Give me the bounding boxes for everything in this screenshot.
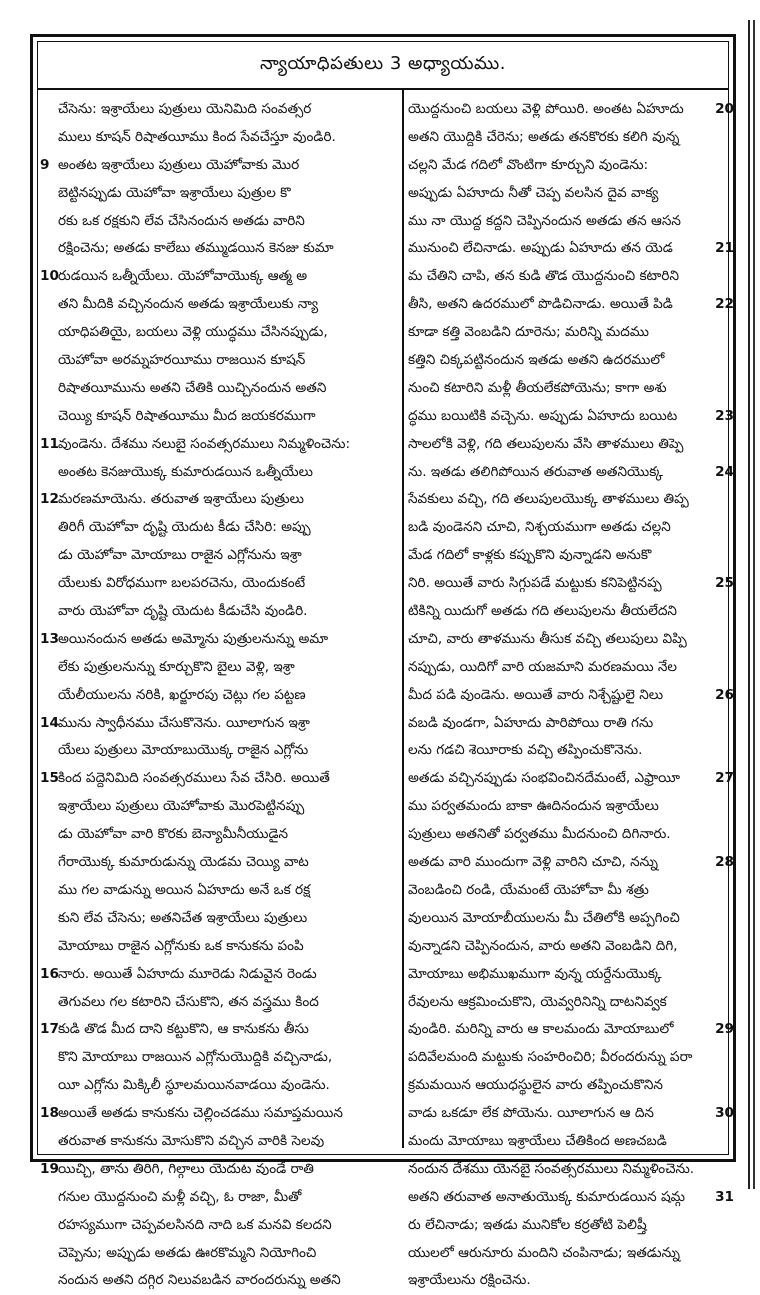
text-line <box>408 291 734 319</box>
text-line <box>408 710 734 738</box>
text-line <box>408 1016 734 1044</box>
line-text: చేసెను: ఇశ్రాయేలు పుత్రులు యెనిమిది సంవత్సర <box>58 101 312 117</box>
line-text: అంతట కెనజుయొక్క కుమారుడయిన ఒత్నీయేలు <box>58 463 313 480</box>
page-frame <box>30 34 736 1289</box>
line-text: రకు ఒక రక్షకుని లేవ చేసినందున అతడు వారిని <box>58 212 305 229</box>
text-line <box>44 375 394 403</box>
line-text: నుంచి కటారిని మళ్లీ తీయలేకపోయెను; కాగా అశు <box>408 379 667 396</box>
text-line <box>408 682 734 710</box>
line-text: రిషాతయీమును అతని చేతికి యిచ్చినందున అతని <box>58 379 327 396</box>
text-line <box>408 821 734 849</box>
text-line <box>44 459 394 487</box>
line-text: ఇశ్రాయేలు పుత్రులు యెహోవాకు మొరపెట్టినప్పు <box>58 798 305 815</box>
right-column <box>408 96 734 1295</box>
line-text: అతని తరువాత అనాతుయొక్క కుమారుడయిన షమ్గ <box>408 1188 686 1205</box>
text-line <box>44 877 394 905</box>
line-text: అప్పుడు ఏహూదు నీతో చెప్ప వలసిన దైవ వాక్య <box>408 184 659 201</box>
verse-number: 24 <box>715 463 734 480</box>
text-line <box>408 1128 734 1156</box>
verse-number: 17 <box>40 1021 59 1038</box>
line-text: తెగువలు గల కటారిని చేసుకొని, తన వస్త్రము కింద <box>58 993 319 1010</box>
line-text: వున్నాడని చెప్పినందున, వారు అతని వెంబడిని దిగి, <box>408 937 678 954</box>
text-line <box>44 989 394 1017</box>
line-text: ము పర్వతమందు బాకా ఊదినందున ఇశ్రాయేలు <box>408 798 659 815</box>
text-line <box>44 682 394 710</box>
line-text: వులయిన మోయాబీయులను మీ చేతిలోకి అప్పగించి <box>408 909 680 926</box>
text-line <box>44 208 394 236</box>
line-text: యిచ్చి, తాను తిరిగి, గిల్గాలు యెదుట వుండే రాతి <box>58 1160 314 1177</box>
text-line <box>408 96 734 124</box>
line-text: నారు. అయితే ఏహూదు మూరెడు నిడువైన రెండు <box>58 965 317 982</box>
text-line <box>408 1240 734 1268</box>
line-text: తరువాత కానుకను మోసుకొని వచ్చిన వారికి సెలవు <box>58 1132 325 1149</box>
text-line <box>44 793 394 821</box>
text-line <box>40 486 394 514</box>
line-text: యేలుకు విరోధముగా బలపరచెను, యెందుకంటే <box>58 575 306 592</box>
text-line <box>44 1212 394 1240</box>
line-text: వబడి వుండగా, ఏహూదు పారిపోయి రాతి గను <box>408 714 654 731</box>
line-text: కూడా కత్తి వెంబడిని దూరెను; మరిన్ని మదము <box>408 324 649 341</box>
line-text: సాలలోకి వెళ్లి, గది తలుపులను వేసి తాళములు తిప్పె <box>408 435 684 452</box>
text-line <box>408 124 734 152</box>
verse-number: 16 <box>40 965 59 982</box>
line-text: చెయ్యి కూషన్ రిషాతయీము మీద జయకరముగా <box>58 407 316 424</box>
text-line <box>44 654 394 682</box>
text-line <box>408 1156 734 1184</box>
line-text: అతడు వారి ముందుగా వెళ్లి వారిని చూచి, నన్ను <box>408 854 658 871</box>
text-line <box>408 933 734 961</box>
verse-number: 28 <box>715 854 734 871</box>
line-text: చల్లని మేడ గదిలో వొంటిగా కూర్చుని వుండెను: <box>408 156 649 173</box>
line-text: మ చేతిని చాపి, తన కుడి తొడ యొద్దనుంచి కటారిని <box>408 268 680 285</box>
line-text: కొని మోయాబు రాజయిన ఎగ్లోనుయొద్దికి వచ్చినాడు, <box>58 1049 333 1066</box>
line-text: మోయాబు రాజైన ఎగ్లోనుకు ఒక కానుకను పంపి <box>58 937 304 954</box>
text-line <box>44 1184 394 1212</box>
line-text: మీద పడి వుండెను. అయితే వారు నిశ్చేష్టులై నిలు <box>408 686 664 703</box>
line-text: వుండెను. దేశము నలుబై సంవత్సరములు నిమ్మళించెను: <box>58 435 351 452</box>
line-text: రు లేచినాడు; ఇతడు మునికోల కర్రతోటి పెలిష్తీ <box>408 1216 647 1233</box>
text-line <box>44 291 394 319</box>
text-line <box>44 96 394 124</box>
line-text: అతడు వచ్చినప్పుడు సంభవించినదేమంటే, ఎఫ్రాయీ <box>408 770 680 787</box>
line-text: వారు యెహోవా దృష్టి యెదుట కీడుచేసి వుండిరి. <box>58 603 308 620</box>
text-line <box>44 319 394 347</box>
line-text: నిరి. అయితే వారు సిగ్గుపడే మట్టుకు కనిపెట్టినప్ప <box>408 575 662 592</box>
text-line <box>408 905 734 933</box>
line-text: పదివేలమంది మట్టుకు సంహరించిరి; వీరందరున్ను పరా <box>408 1049 693 1066</box>
text-line <box>44 598 394 626</box>
text-line <box>408 263 734 291</box>
text-line <box>408 431 734 459</box>
verse-number: 26 <box>715 686 734 703</box>
text-line <box>44 1267 394 1295</box>
line-text: గనుల యొద్దనుంచి మళ్లీ వచ్చి, ఓ రాజా, మీతో <box>58 1188 302 1205</box>
left-column <box>40 96 394 1295</box>
text-line <box>408 961 734 989</box>
verse-number: 11 <box>40 435 59 452</box>
line-text: రక్షించెను; అతడు కాలేబు తమ్ముడయిన కెనజు కుమా <box>58 240 334 257</box>
line-text: యొద్దనుంచి బయలు వెళ్లి పోయిరి. అంతట ఏహూదు <box>408 101 684 117</box>
line-text: యులలో ఆరునూరు మందిని చంపినాడు; ఇతడున్ను <box>408 1244 680 1261</box>
verse-number: 22 <box>715 296 734 313</box>
verse-number: 23 <box>715 407 734 424</box>
text-line <box>44 570 394 598</box>
line-text: మునుంచి లేచినాడు. అప్పుడు ఏహూదు తన యెడ <box>408 240 673 257</box>
verse-number: 15 <box>40 770 59 787</box>
verse-number: 21 <box>715 240 734 257</box>
line-text: అతని యొద్దికి చేరెను; అతడు తనకొరకు కలిగి వున్న <box>408 128 680 145</box>
line-text: పుత్రులు అతనితో పర్వతము మీదనుంచి దిగినారు. <box>408 826 671 843</box>
binding-edge <box>744 20 760 1189</box>
text-line <box>40 710 394 738</box>
text-line <box>44 905 394 933</box>
text-line <box>44 235 394 263</box>
text-line <box>408 570 734 598</box>
text-line <box>408 1184 734 1212</box>
line-text: యెహోవా అరమ్నహరయీము రాజయిన కూషన్ <box>58 352 306 369</box>
line-text: గేరాయొక్క కుమారుడున్ను యెడమ చెయ్యి వాట <box>58 854 309 871</box>
line-text: బెట్టినప్పుడు యెహోవా ఇశ్రాయేలు పుత్రుల కొ <box>58 184 291 201</box>
line-text: కింద పద్దెనిమిది సంవత్సరములు సేవ చేసిరి. అయితే <box>58 770 330 787</box>
text-line <box>408 793 734 821</box>
text-line <box>44 821 394 849</box>
line-text: అయినందున అతడు అమ్మోను పుత్రులనున్ను అమా <box>58 630 329 647</box>
line-text: మందు మోయాబు ఇశ్రాయేలు చేతికింద అణచబడి <box>408 1132 667 1149</box>
verse-number: 30 <box>715 1105 734 1122</box>
text-line <box>408 375 734 403</box>
text-line <box>408 989 734 1017</box>
line-text: యేలు పుత్రులు మోయాబుయొక్క రాజైన ఎగ్లోను <box>58 742 309 759</box>
text-line <box>408 1072 734 1100</box>
text-line <box>44 514 394 542</box>
verse-number: 18 <box>40 1105 59 1122</box>
text-line <box>408 208 734 236</box>
line-text: ఇశ్రాయేలును రక్షించెను. <box>408 1272 531 1289</box>
verse-number: 20 <box>715 101 734 117</box>
text-line <box>408 849 734 877</box>
text-line <box>408 542 734 570</box>
line-text: టికిన్ని యిదుగో అతడు గది తలుపులను తీయలేదని <box>408 603 677 620</box>
line-text: డు యెహోవా మోయాబు రాజైన ఎగ్లోనును ఇశ్రా <box>58 547 302 564</box>
text-line <box>44 737 394 765</box>
text-line <box>44 124 394 152</box>
line-text: కుడి తొడ మీద దాని కట్టుకొని, ఆ కానుకను తీసు <box>58 1021 309 1038</box>
line-text: ను. ఇతడు తలిగిపోయిన తరువాత అతనియొక్క <box>408 463 663 480</box>
line-text: కుని లేవ చేసెను; అతనిచేత ఇశ్రాయేలు పుత్రులు <box>58 909 308 926</box>
line-text: తని మీదికి వచ్చినందున అతడు ఇశ్రాయేలుకు న్యా <box>58 296 319 313</box>
text-line <box>40 626 394 654</box>
text-line <box>44 1072 394 1100</box>
text-line <box>408 877 734 905</box>
text-line <box>44 1240 394 1268</box>
text-line <box>40 1100 394 1128</box>
line-text: లేకు పుత్రులనున్ను కూర్చుకొని బైలు వెళ్లి, ఇశ్రా <box>58 658 295 675</box>
text-line <box>40 152 394 180</box>
line-text: యేలీయులను నరికి, ఖర్జూరపు చెట్లు గల పట్టణ <box>58 686 306 703</box>
line-text: వాడు ఒకడూ లేక పోయెను. యీలాగున ఆ దిన <box>408 1105 654 1122</box>
line-text: మోయాబు అభిముఖముగా వున్న యర్దేనుయొక్క <box>408 965 662 982</box>
line-text: ద్ధము బయిటికి వచ్చెను. అప్పుడు ఏహూదు బయిట <box>408 407 678 424</box>
text-line <box>408 1212 734 1240</box>
text-line <box>408 235 734 263</box>
text-line <box>40 1016 394 1044</box>
line-text: కత్తిని చిక్కపట్టినందున ఇతడు అతని ఉదరములో <box>408 352 665 369</box>
text-line <box>40 765 394 793</box>
verse-number: 25 <box>715 575 734 592</box>
line-text: రహస్యముగా చెప్పవలసినది నాది ఒక మనవి కలదని <box>58 1216 332 1233</box>
text-line <box>408 486 734 514</box>
line-text: యాధిపతియై, బయలు వెళ్లి యుద్ధము చేసినప్పుడు, <box>58 324 328 341</box>
running-header <box>38 42 728 90</box>
verse-number: 31 <box>715 1188 734 1205</box>
text-line <box>408 626 734 654</box>
text-line <box>44 542 394 570</box>
line-text: తీసి, అతని ఉదరములో పొడిచినాడు. అయితే పిడి <box>408 296 673 313</box>
text-line <box>40 431 394 459</box>
text-line <box>408 180 734 208</box>
verse-number: 13 <box>40 630 59 647</box>
text-line <box>408 654 734 682</box>
line-text: క్రమమయిన ఆయుధస్థులైన వారు తప్పించుకొనిన <box>408 1077 663 1094</box>
text-line <box>408 765 734 793</box>
line-text: వెంబడించి రండి, యేమంటే యెహోవా మీ శత్రు <box>408 881 649 898</box>
column-divider <box>402 90 404 1148</box>
text-line <box>408 1267 734 1295</box>
line-text: రుడయిన ఒత్నీయేలు. యెహోవాయొక్క ఆత్మ అ <box>58 268 308 285</box>
text-line <box>408 598 734 626</box>
verse-number: 12 <box>40 491 59 508</box>
text-line <box>408 319 734 347</box>
text-line <box>44 403 394 431</box>
line-text: మును స్వాధీనము చేసుకొనెను. యీలాగున ఇశ్రా <box>58 714 310 731</box>
line-text: అంతట ఇశ్రాయేలు పుత్రులు యెహోవాకు మొర <box>58 156 300 173</box>
text-line <box>408 1100 734 1128</box>
verse-number: 29 <box>715 1021 734 1038</box>
text-line <box>44 180 394 208</box>
line-text: అయితే అతడు కానుకను చెల్లించడము సమాప్తమయిన <box>58 1105 343 1122</box>
line-text: తిరిగీ యెహోవా దృష్టి యెదుట కీడు చేసిరి: అప్పు <box>58 519 311 536</box>
line-text: రేవులను ఆక్రమించుకొని, యెవ్వరినిన్ని దాటనివ్వక <box>408 993 667 1010</box>
line-text: చెప్పెను; అప్పుడు అతడు ఊరకొమ్మని నియోగించి <box>58 1244 317 1261</box>
line-text: బడి వుండెనని చూచి, నిశ్చయముగా అతడు చల్లని <box>408 519 671 536</box>
line-text: డు యెహోవా వారి కొరకు బెన్యామీనీయుడైన <box>58 826 289 843</box>
text-line <box>44 1128 394 1156</box>
text-line <box>408 514 734 542</box>
text-line <box>408 459 734 487</box>
page-title: న్యాయాధిపతులు 3 అధ్యాయము. <box>260 52 506 74</box>
line-text: మరణమాయెను. తరువాత ఇశ్రాయేలు పుత్రులు <box>58 491 304 508</box>
text-line <box>40 961 394 989</box>
line-text: నప్పుడు, యిదిగో వారి యజమాని మరణమయి నేల <box>408 658 678 675</box>
verse-number: 9 <box>40 156 50 173</box>
line-text: మేడ గదిలో కాళ్లకు కప్పుకొని వున్నాడని అనుకొ <box>408 547 652 564</box>
text-frame <box>37 41 734 1289</box>
line-text: యీ ఎగ్లోను మిక్కిలీ స్థూలమయినవాడయి వుండెను. <box>58 1077 330 1094</box>
line-text: వుండిరి. మరిన్ని వారు ఆ కాలమందు మోయాబులో <box>408 1021 674 1038</box>
text-line <box>44 933 394 961</box>
line-text: లను గడచి శెయీరాకు వచ్చి తప్పించుకొనెను. <box>408 742 643 759</box>
verse-number: 14 <box>40 714 59 731</box>
text-line <box>408 347 734 375</box>
line-text: ము గల వాడున్ను అయిన ఏహూదు అనే ఒక రక్ష <box>58 881 311 898</box>
verse-number: 10 <box>40 268 59 285</box>
line-text: నందున దేశము యెనబై సంవత్సరములు నిమ్మళించెను. <box>408 1160 695 1177</box>
line-text: ములు కూషన్ రిషాతయీము కింద సేవచేస్తూ వుండిరి. <box>58 128 336 145</box>
line-text: సేవకులు వచ్చి, గది తలుపులయొక్క తాళములు తిప్ప <box>408 491 689 508</box>
verse-number: 27 <box>715 770 734 787</box>
text-line <box>44 1044 394 1072</box>
text-line <box>44 347 394 375</box>
text-line <box>40 1156 394 1184</box>
text-line <box>408 152 734 180</box>
text-line <box>44 849 394 877</box>
text-line <box>40 263 394 291</box>
text-line <box>408 1044 734 1072</box>
text-line <box>408 737 734 765</box>
line-text: నందున అతని దగ్గిర నిలువబడిన వారందరున్ను అతని <box>58 1272 341 1289</box>
verse-number: 19 <box>40 1160 59 1177</box>
text-line <box>408 403 734 431</box>
line-text: చూచి, వారు తాళమును తీసుక వచ్చి తలుపులు విప్పి <box>408 630 687 647</box>
line-text: ము నా యొద్ద కద్దని చెప్పినందున అతడు తన ఆసన <box>408 212 681 229</box>
